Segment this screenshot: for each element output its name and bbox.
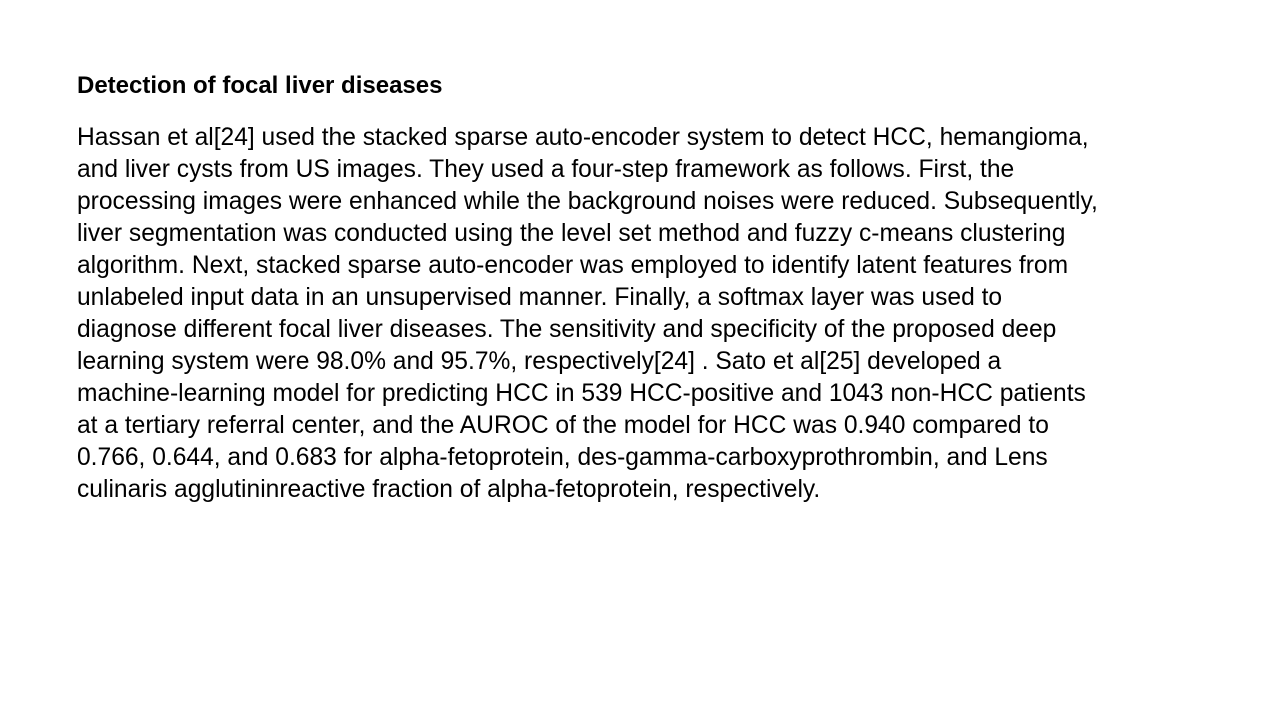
paragraph-line: culinaris agglutininreactive fraction of alpha-fetoprotein, respectively. [77,476,821,503]
paragraph-line: 0.766, 0.644, and 0.683 for alpha-fetoprotein, des-gamma-carboxyprothrombin, and Lens [77,444,1048,471]
paragraph-line: Hassan et al[24] used the stacked sparse auto-encoder system to detect HCC, hemangioma, [77,124,1089,151]
paragraph-line: liver segmentation was conducted using the level set method and fuzzy c-means clustering [77,220,1066,247]
paragraph-line: unlabeled input data in an unsupervised manner. Finally, a softmax layer was used to [77,284,1003,311]
document-page [77,70,1217,506]
paragraph-line: algorithm. Next, stacked sparse auto-encoder was employed to identify latent features from [77,252,1069,279]
paragraph-line: learning system were 98.0% and 95.7%, respectively[24] . Sato et al[25] developed a [77,348,1002,375]
body-paragraph [77,122,1217,506]
paragraph-line: machine-learning model for predicting HCC in 539 HCC-positive and 1043 non-HCC patients [77,380,1086,407]
paragraph-line: at a tertiary referral center, and the AUROC of the model for HCC was 0.940 compared to [77,412,1049,439]
section-heading: Detection of focal liver diseases [77,72,443,99]
paragraph-line: diagnose different focal liver diseases. The sensitivity and specificity of the proposed deep [77,316,1057,343]
paragraph-line: and liver cysts from US images. They used a four-step framework as follows. First, the [77,156,1015,183]
paragraph-line: processing images were enhanced while the background noises were reduced. Subsequently, [77,188,1098,215]
